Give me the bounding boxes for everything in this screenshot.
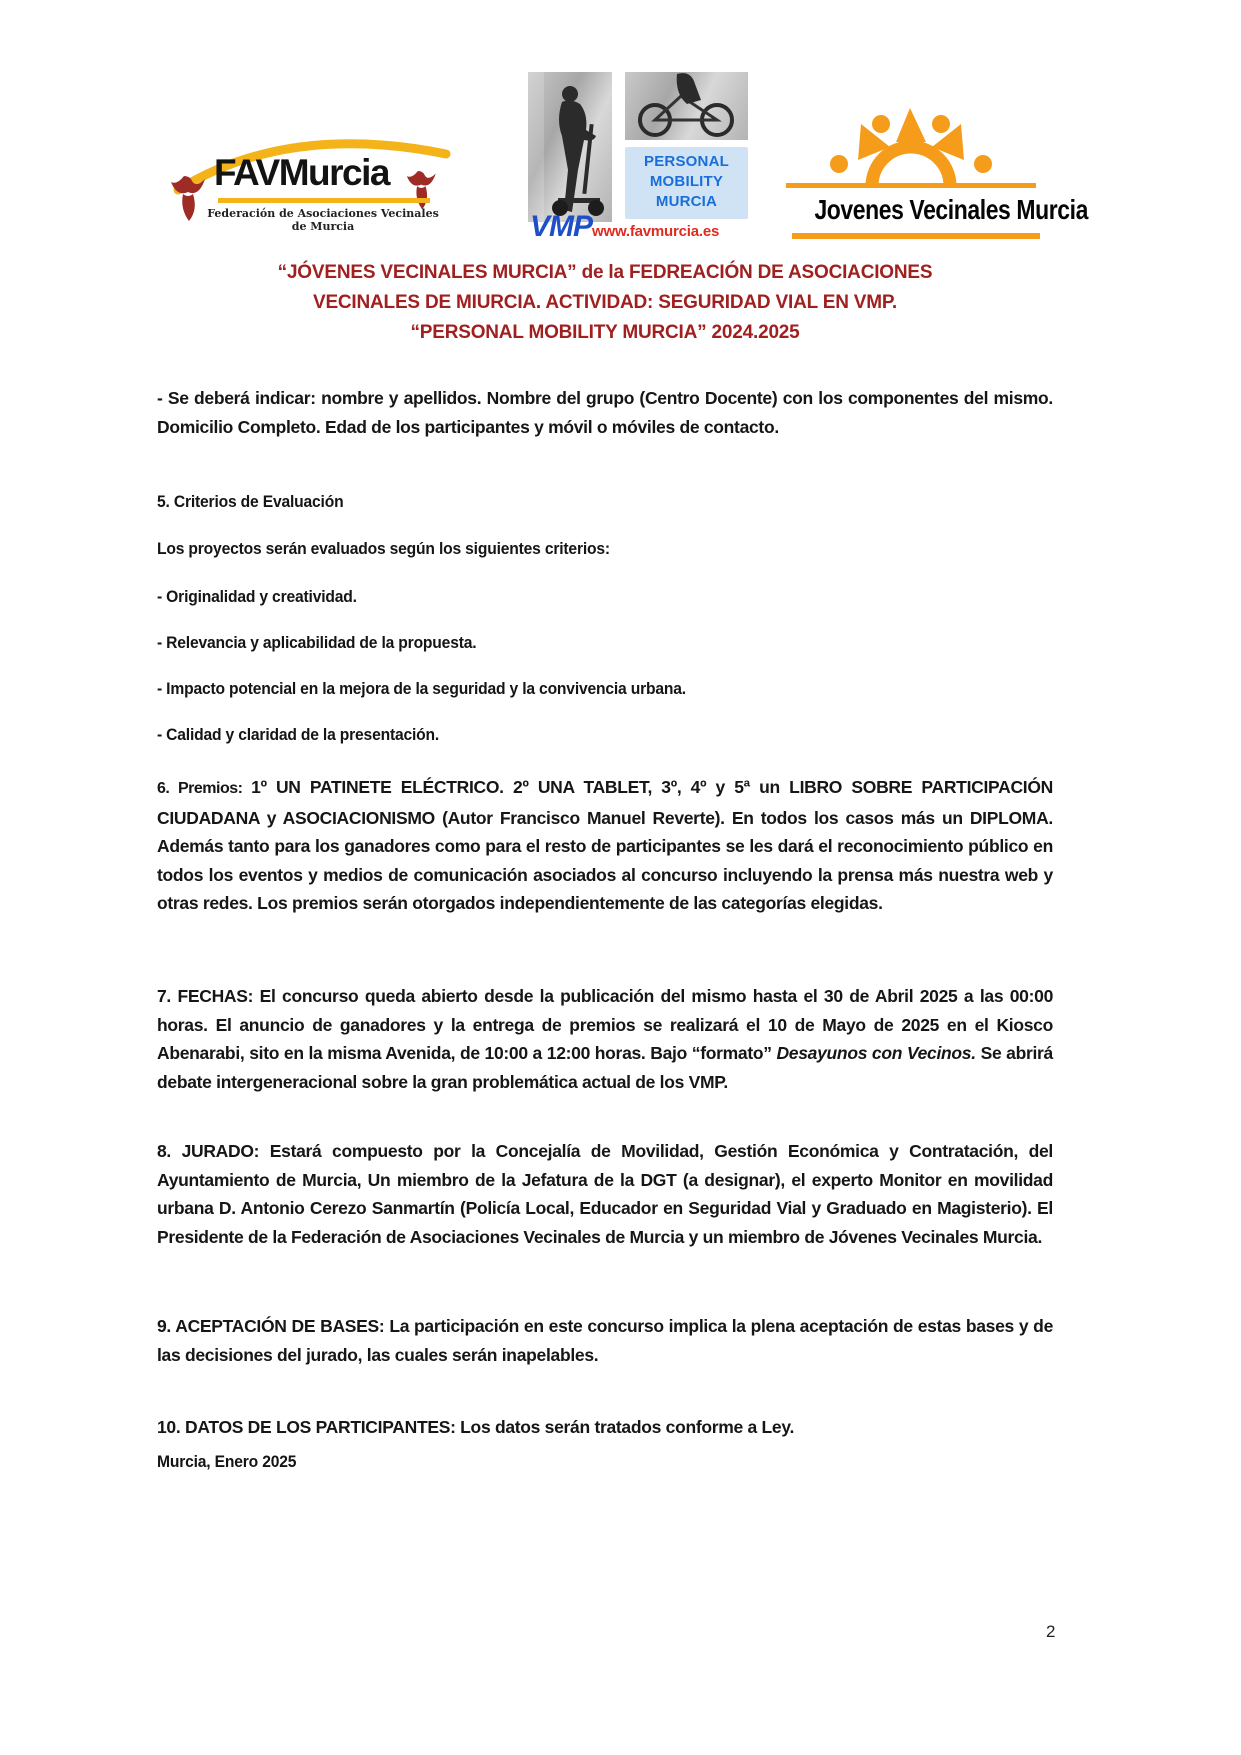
jovenes-wordmark: Jovenes Vecinales Murcia	[814, 194, 1088, 225]
criteria-item: - Calidad y claridad de la presentación.	[157, 725, 440, 744]
page-number: 2	[1046, 1622, 1056, 1641]
criteria-item: - Originalidad y creatividad.	[157, 587, 357, 606]
paragraph-indicar: - Se deberá indicar: nombre y apellidos. Nombre del grupo (Centro Docente) con los componentes del mismo. Domicilio Completo. Edad de los participantes y móvil o móviles de contacto.	[157, 388, 1053, 437]
vmp-caption	[530, 210, 719, 244]
document-title	[157, 258, 1053, 348]
badge-line: MOBILITY	[649, 173, 724, 190]
criterios-intro: Los proyectos serán evaluados según los siguientes criterios:	[157, 539, 610, 558]
personal-mobility-logo	[528, 72, 760, 242]
favmurcia-logo	[170, 116, 454, 233]
paragraph-aceptacion: 9. ACEPTACIÓN DE BASES: La participación en este concurso implica la plena aceptación de estas bases y de las decisiones del jurado, las cuales serán inapelables.	[157, 1316, 1053, 1365]
bike-rider-photo	[625, 72, 748, 140]
place-date: Murcia, Enero 2025	[157, 1452, 297, 1471]
title-line: VECINALES DE MIURCIA. ACTIVIDAD: SEGURIDAD VIAL EN VMP.	[312, 292, 898, 313]
badge-line: PERSONAL	[644, 153, 729, 170]
paragraph-fechas: 7. FECHAS: El concurso queda abierto desde la publicación del mismo hasta el 30 de Abril 2025 a las 00:00 horas. El anuncio de ganadores y la entrega de premios se realizará el 10 de Mayo de 2025 en el Kiosco Abenarabi, sito en la misma Avenida, de 10:00 a 12:00 horas. Bajo “formato” Desayunos con Vecinos. Se abrirá debate intergeneracional sobre la gran problemática actual de los VMP.	[157, 986, 1053, 1092]
heading-criterios: 5. Criterios de Evaluación	[157, 492, 344, 511]
favmurcia-url: www.favmurcia.es	[592, 223, 720, 240]
favmurcia-subtitle: Federación de Asociaciones Vecinales de Murcia	[207, 207, 439, 233]
fechas-italic: Desayunos con Vecinos.	[776, 1043, 976, 1063]
paragraph-premios	[157, 773, 1053, 918]
premios-text: 1º UN PATINETE ELÉCTRICO. 2º UNA TABLET, 3º, 4º y 5ª un LIBRO SOBRE PARTICIPACIÓN CIUDADANA y ASOCIACIONISMO (Autor Francisco Manuel Reverte). En todos los casos más un DIPLOMA. Además tanto para los ganadores como para el resto de participantes se les dará el reconocimiento público en todos los eventos y medios de comunicación asociados al concurso incluyendo la prensa más nuestra web y otras redes. Los premios serán otorgados independientemente de las categorías elegidas.	[157, 777, 1053, 913]
personal-mobility-badge	[625, 147, 748, 219]
paragraph-jurado: 8. JURADO: Estará compuesto por la Concejalía de Movilidad, Gestión Económica y Contratación, del Ayuntamiento de Murcia, Un miembro de la Jefatura de la DGT (a designar), el experto Monitor en movilidad urbana D. Antonio Cerezo Sanmartín (Policía Local, Educador en Seguridad Vial y Graduado en Magisterio). El Presidente de la Federación de Asociaciones Vecinales de Murcia y un miembro de Jóvenes Vecinales Murcia.	[157, 1141, 1053, 1247]
title-line: “JÓVENES VECINALES MURCIA” de la FEDREACIÓN DE ASOCIACIONES	[277, 262, 933, 283]
scooter-rider-photo	[528, 72, 612, 222]
vmp-label: VMP	[530, 210, 593, 243]
premios-label: 6. Premios:	[157, 780, 252, 797]
favmurcia-wordmark: FAVMurcia	[214, 152, 389, 193]
favmurcia-underline	[218, 198, 430, 203]
title-line: “PERSONAL MOBILITY MURCIA” 2024.2025	[410, 322, 800, 343]
criteria-item: - Relevancia y aplicabilidad de la propuesta.	[157, 633, 477, 652]
sun-icon	[786, 102, 1042, 194]
criteria-item: - Impacto potencial en la mejora de la seguridad y la convivencia urbana.	[157, 679, 686, 698]
person-figure-icon	[407, 171, 436, 209]
jovenes-underline	[792, 233, 1040, 239]
paragraph-datos: 10. DATOS DE LOS PARTICIPANTES: Los datos serán tratados conforme a Ley.	[157, 1417, 795, 1437]
badge-line: MURCIA	[655, 193, 718, 210]
jovenes-vecinales-logo	[786, 102, 1106, 244]
